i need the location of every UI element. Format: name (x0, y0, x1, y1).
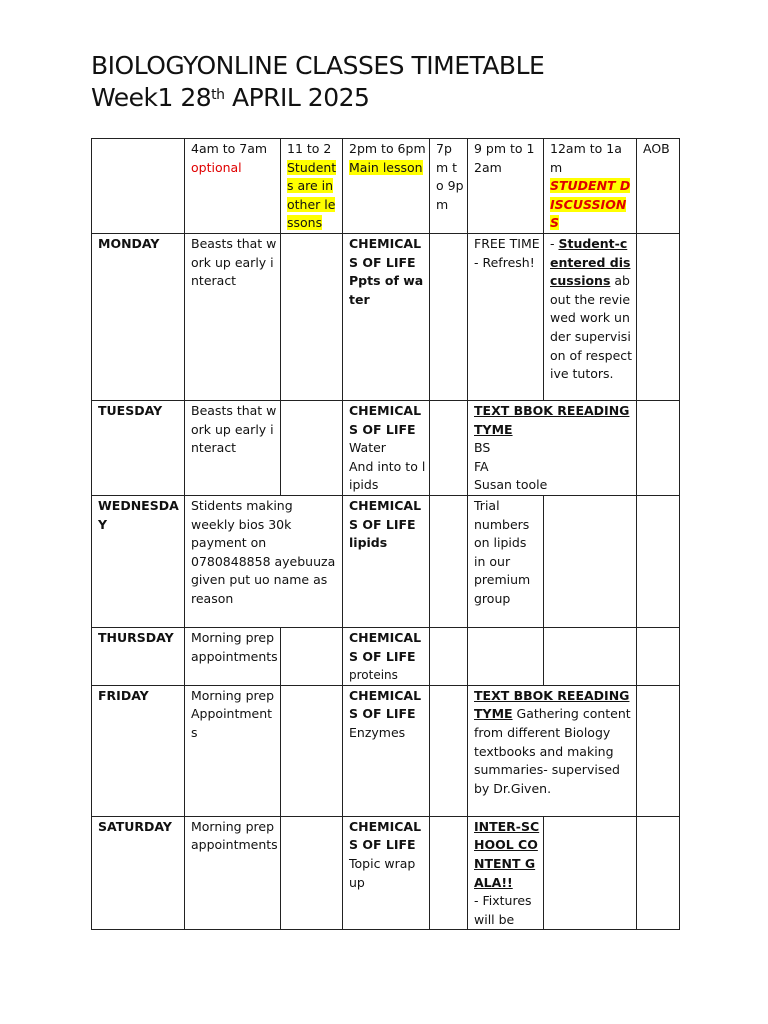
day-tuesday: TUESDAY (92, 400, 185, 495)
header-9pm-12am: 9 pm to 12am (468, 139, 544, 234)
monday-evening: FREE TIME - Refresh! (468, 233, 544, 400)
friday-main (343, 685, 430, 816)
monday-discussion (544, 233, 637, 400)
friday-aob (637, 685, 680, 816)
saturday-discussion (544, 816, 637, 930)
day-monday: MONDAY (92, 233, 185, 400)
thursday-midday (281, 627, 343, 685)
thursday-main-topic: CHEMICALS OF LIFE (349, 629, 422, 664)
header-11-to-2-label: 11 to 2 (287, 141, 332, 156)
header-other-lessons-note: Students are in other lessons (287, 159, 337, 231)
saturday-main-subtopic: Topic wrap up (349, 855, 416, 890)
title-month-year: APRIL 2025 (224, 83, 370, 112)
header-student-discussions-note: STUDENT DISCUSSIONS (550, 178, 631, 231)
friday-main-topic: CHEMICALS OF LIFE (349, 687, 422, 722)
wednesday-7pm (430, 495, 468, 627)
tuesday-main-topic: CHEMICALS OF LIFE (349, 402, 422, 437)
timetable (91, 138, 680, 930)
monday-aob (637, 233, 680, 400)
tuesday-reading-item-3: Susan toole (474, 477, 548, 493)
tuesday-main-subtopic: Water (349, 440, 386, 456)
header-optional-note: optional (191, 159, 242, 175)
header-2pm-6pm-label: 2pm to 6pm (349, 141, 426, 156)
thursday-discussion (544, 627, 637, 685)
monday-discussion-title: Student-centered discussions (550, 235, 631, 289)
title-week-date: Week1 28 (91, 83, 212, 112)
row-thursday (92, 627, 680, 685)
friday-7pm (430, 685, 468, 816)
monday-discussion-detail: about the reviewed work under supervision of respective tutors. (550, 273, 633, 382)
row-saturday (92, 816, 680, 930)
tuesday-reading-item-1: BS (474, 440, 491, 456)
header-corner (92, 139, 185, 234)
friday-main-subtopic: Enzymes (349, 724, 406, 740)
tuesday-main (343, 400, 430, 495)
monday-midday (281, 233, 343, 400)
row-monday (92, 233, 680, 400)
monday-main (343, 233, 430, 400)
monday-discussion-dash: - (550, 235, 559, 251)
wednesday-discussion (544, 495, 637, 627)
tuesday-midday (281, 400, 343, 495)
thursday-main (343, 627, 430, 685)
header-11-to-2 (281, 139, 343, 234)
monday-7pm (430, 233, 468, 400)
tuesday-7pm (430, 400, 468, 495)
day-wednesday: WEDNESDAY (92, 495, 185, 627)
day-thursday: THURSDAY (92, 627, 185, 685)
day-saturday: SATURDAY (92, 816, 185, 930)
title-line-2 (91, 82, 544, 114)
tuesday-reading (468, 400, 637, 495)
friday-reading-title: TEXT BBOK REEADING TYME (474, 687, 630, 722)
day-friday: FRIDAY (92, 685, 185, 816)
header-4am-7am (185, 139, 281, 234)
monday-early: Beasts that work up early interact (185, 233, 281, 400)
friday-reading-detail: Gathering content from different Biology textbooks and making summaries- supervised by Dr.Given. (474, 706, 631, 796)
saturday-evening (468, 816, 544, 930)
row-tuesday (92, 400, 680, 495)
saturday-aob (637, 816, 680, 930)
thursday-7pm (430, 627, 468, 685)
monday-main-topic: CHEMICALS OF LIFE (349, 235, 422, 270)
thursday-early: Morning prep appointments (185, 627, 281, 685)
header-7pm-9pm: 7pm to 9pm (430, 139, 468, 234)
saturday-main (343, 816, 430, 930)
header-2pm-6pm (343, 139, 430, 234)
tuesday-main-subtopic-2: And into to lipids (349, 458, 426, 493)
title-line-1: BIOLOGYONLINE CLASSES TIMETABLE (91, 51, 545, 80)
monday-main-subtopic: Ppts of water (349, 273, 424, 307)
header-4am-7am-label: 4am to 7am (191, 141, 268, 156)
header-aob: AOB (637, 139, 680, 234)
title-date-suffix: th (211, 87, 225, 103)
saturday-7pm (430, 816, 468, 930)
tuesday-aob (637, 400, 680, 495)
saturday-early: Morning prep appointments (185, 816, 281, 930)
saturday-main-topic: CHEMICALS OF LIFE (349, 818, 422, 853)
header-12am-1am (544, 139, 637, 234)
friday-reading (468, 685, 637, 816)
wednesday-main-topic: CHEMICALS OF LIFE (349, 497, 422, 532)
tuesday-early: Beasts that work up early interact (185, 400, 281, 495)
header-row (92, 139, 680, 234)
row-wednesday (92, 495, 680, 627)
wednesday-early: Stidents making weekly bios 30k payment on 0780848858 ayebuuza given put uo name as reason (185, 495, 343, 627)
thursday-aob (637, 627, 680, 685)
header-12am-1am-label: 12am to 1am (550, 141, 622, 175)
wednesday-main (343, 495, 430, 627)
row-friday (92, 685, 680, 816)
thursday-evening (468, 627, 544, 685)
wednesday-aob (637, 495, 680, 627)
tuesday-reading-item-2: FA (474, 458, 489, 474)
friday-midday (281, 685, 343, 816)
saturday-gala-title: INTER-SCHOOL CONTENT GALA!! (474, 818, 540, 890)
wednesday-main-subtopic: lipids (349, 535, 388, 551)
saturday-gala-detail: - Fixtures will be (474, 893, 532, 927)
saturday-midday (281, 816, 343, 930)
header-main-lesson-note: Main lesson (349, 159, 423, 175)
document-title (91, 50, 544, 114)
thursday-main-subtopic: proteins (349, 668, 398, 683)
friday-early: Morning prep Appointments (185, 685, 281, 816)
tuesday-reading-title: TEXT BBOK REEADING TYME (474, 402, 630, 437)
wednesday-evening: Trial numbers on lipids in our premium group (468, 495, 544, 627)
